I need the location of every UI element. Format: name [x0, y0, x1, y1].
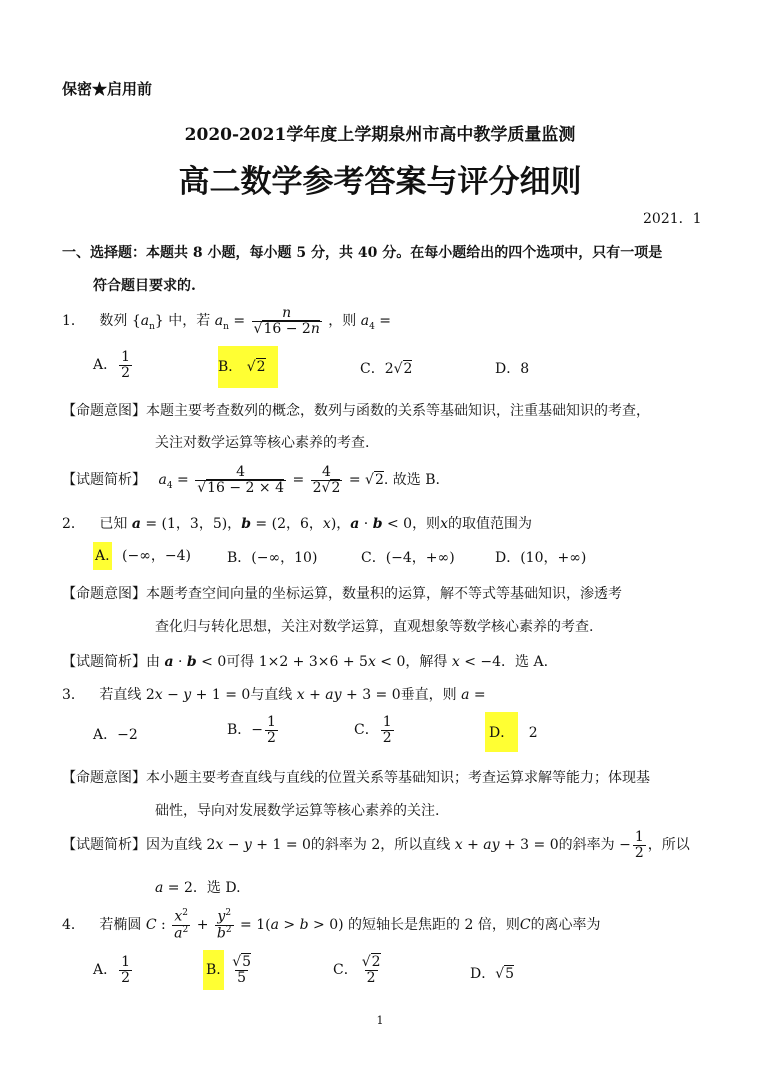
q1-intent-cont: 关注对数学运算等核心素养的考查.	[155, 435, 370, 451]
formula: a =	[461, 687, 486, 703]
q3-option-d-highlight: D．	[485, 712, 518, 752]
page-number: 1	[376, 1014, 384, 1027]
q3-brief: 【试题简析】因为直线 2x − y + 1 = 0的斜率为 2，所以直线 x + ay + 3 = 0的斜率为 − $\frac{1}{2}$ ，所以	[62, 829, 690, 861]
formula: x + ay + 3 = 0	[296, 687, 401, 703]
q1-option-d: D．8	[495, 361, 530, 377]
q2-option-c: C．(−4，+∞)	[361, 550, 455, 566]
q2-option-d: D．(10，+∞)	[495, 550, 587, 566]
formula: $a_4$ = $\frac{4}{√16 - 2 \times 4}$ = $\frac{4}{2√2}$ = √2.	[158, 464, 389, 496]
formula: a = 2	[155, 880, 193, 896]
q3-intent-cont: 础性，导向对发展数学运算等核心素养的关注.	[155, 803, 440, 819]
q4-option-c: C． $\frac{√2}{2}$	[333, 954, 381, 986]
formula: 2x − y + 1 = 0	[145, 687, 251, 703]
q3-intent: 【命题意图】本小题主要考查直线与直线的位置关系等基础知识；考查运算求解等能力；体现基	[62, 770, 650, 786]
q2-brief: 【试题简析】由 a · b < 0可得 1×2 + 3×6 + 5x < 0，解得 x < −4．选 A.	[62, 654, 549, 670]
formula: 2x − y + 1 = 0	[206, 837, 311, 854]
q4-option-b: B. $\frac{√5}{5}$	[203, 950, 255, 990]
formula: $a_4$ =	[360, 313, 392, 332]
question-2-stem: 2． 已知 a = (1，3，5)，b = (2，6，x)，a · b < 0，则x的取值范围为	[62, 516, 532, 532]
question-4-stem: 4． 若椭圆 C : $\frac{x^2}{a^2}$ + $\frac{y^2}{b^2}$ = 1(a > b > 0) 的短轴长是焦距的 2 倍，则C的离心率为	[62, 908, 601, 942]
q2-option-a-highlight: A.	[93, 542, 112, 570]
q1-option-c: C．2√2	[360, 361, 413, 377]
q3-option-c: C． $\frac{1}{2}$	[354, 714, 392, 746]
formula: x < −4	[451, 654, 502, 670]
formula: $a_n$ = $\frac{n}{√16 - 2n}$	[214, 305, 320, 337]
exam-date: 2021．1	[643, 211, 702, 227]
q3-brief-cont: a = 2．选 D.	[155, 880, 241, 896]
q2-option-b: B．(−∞，10)	[227, 550, 318, 566]
confidential-label: 保密★启用前	[62, 80, 153, 98]
question-1-stem: 1． 数列 $\{a_n\}$ 中，若 $a_n$ = $\frac{n}{√16 - 2n}$ ，则 $a_4$ =	[62, 305, 392, 337]
q4-option-d: D．√5	[470, 966, 515, 982]
q2-option-a: A. (−∞，−4)	[93, 545, 191, 565]
formula: C : $\frac{x^2}{a^2}$ + $\frac{y^2}{b^2}$ = 1(a > b > 0)	[145, 908, 344, 942]
question-number: 1．	[62, 313, 85, 330]
q4-option-b-highlight: B.	[203, 950, 224, 990]
formula: a = (1，3，5)，b = (2，6，x)，a · b < 0	[131, 516, 413, 532]
formula: $\{a_n\}$	[131, 313, 164, 332]
q4-option-a: A． $\frac{1}{2}$	[93, 954, 131, 986]
q1-brief: 【试题简析】 $a_4$ = $\frac{4}{√16 - 2 \times 4}$ = $\frac{4}{2√2}$ = √2. 故选 B.	[62, 464, 440, 496]
formula: a · b < 0	[164, 654, 227, 670]
q2-intent: 【命题意图】本题考查空间向量的坐标运算，数量积的运算，解不等式等基础知识，渗透考	[62, 586, 622, 602]
q3-option-d: D． 2	[485, 712, 538, 752]
q2-intent-cont: 查化归与转化思想，关注对数学运算，直观想象等数学核心素养的考查.	[155, 619, 594, 635]
question-3-stem: 3． 若直线 2x − y + 1 = 0与直线 x + ay + 3 = 0垂直，则 a =	[62, 687, 486, 703]
section-heading: 一、选择题：本题共 8 小题，每小题 5 分，共 40 分。在每小题给出的四个选项中，只有一项是	[62, 245, 663, 261]
q1-option-a: A． $\frac{1}{2}$	[93, 349, 131, 381]
page-title: 高二数学参考答案与评分细则	[178, 164, 582, 200]
q3-option-a: A．−2	[93, 727, 138, 743]
formula: − $\frac{1}{2}$	[619, 829, 644, 861]
formula: x + ay + 3 = 0	[454, 837, 559, 854]
q1-option-b-highlight: B． √2	[218, 346, 278, 388]
section-heading-cont: 符合题目要求的.	[93, 278, 196, 294]
q3-option-b: B．− $\frac{1}{2}$	[227, 714, 276, 746]
formula: 1×2 + 3×6 + 5x < 0	[258, 654, 406, 670]
q1-intent: 【命题意图】本题主要考查数列的概念，数列与函数的关系等基础知识，注重基础知识的考查，	[62, 403, 650, 419]
exam-subtitle: 2020-2021学年度上学期泉州市高中教学质量监测	[184, 125, 576, 145]
